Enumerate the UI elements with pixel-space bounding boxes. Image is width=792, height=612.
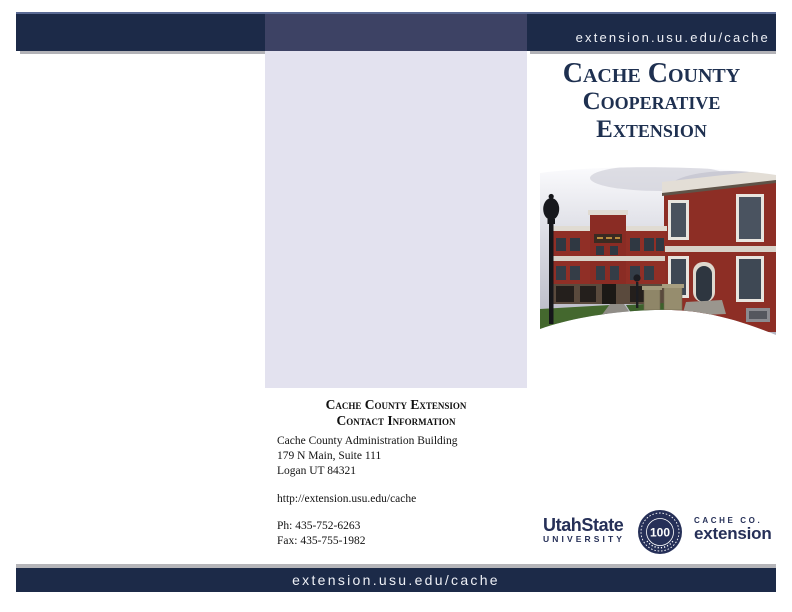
contact-heading (265, 397, 527, 429)
usu-wordmark-text: UtahState (543, 515, 624, 535)
building-photo (540, 164, 776, 336)
top-bar-shadow-left (20, 51, 265, 54)
seal-number-text: 100 (649, 525, 671, 540)
fax-number: Fax: 435-755-1982 (277, 535, 366, 547)
phone-number: Ph: 435-752-6263 (277, 520, 361, 532)
usu-university-text: UNIVERSITY (543, 534, 626, 544)
utah-state-university-logo (543, 517, 625, 544)
top-banner-bar (16, 12, 776, 51)
website-url: http://extension.usu.edu/cache (277, 493, 417, 505)
address-line-3: Logan UT 84321 (277, 465, 357, 477)
contact-heading-line-2: Contact Information (336, 413, 456, 428)
contact-heading-line-1: Cache County Extension (325, 397, 467, 412)
address-line-2: 179 N Main, Suite 111 (277, 450, 382, 462)
brochure-title (527, 60, 776, 144)
bottom-banner-bar (16, 568, 776, 592)
title-line-1: Cache County (562, 58, 741, 89)
contact-info (277, 434, 527, 574)
extension-text: extension (694, 524, 772, 543)
address-line-1: Cache County Administration Building (277, 435, 458, 447)
title-line-2: Cooperative (582, 88, 721, 115)
top-bar-shadow-right (530, 51, 776, 54)
title-line-3: Extension (596, 116, 707, 143)
cache-co-text: CACHE CO. (694, 516, 763, 525)
footer-url-text: extension.usu.edu/cache (292, 572, 500, 588)
header-url-text: extension.usu.edu/cache (575, 30, 770, 45)
middle-panel-background (265, 51, 527, 388)
usu-extension-centennial-seal-icon (637, 509, 683, 555)
cache-county-extension-logo (694, 516, 772, 542)
